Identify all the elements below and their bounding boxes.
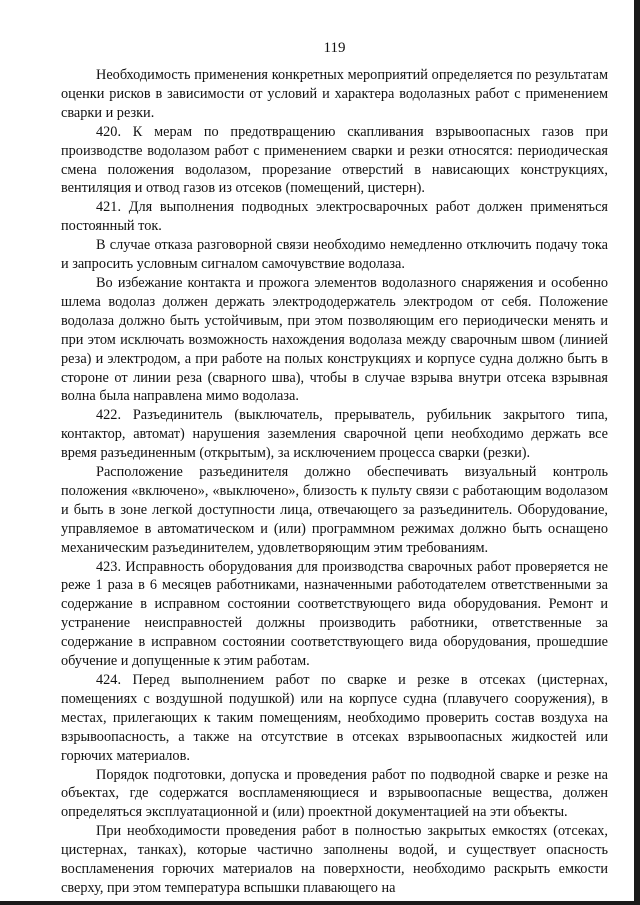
paragraph-procedure: Порядок подготовки, допуска и проведения работ по подводной сварке и резке на объектах, где содержатся воспламеняющиеся и взрывоопасные вещества, должен определяться эксплуатационной и (или) проектной документацией на эти объекты. bbox=[61, 766, 608, 821]
paragraph-423: 423. Исправность оборудования для производства сварочных работ проверяется не реже 1 раза в 6 месяцев работниками, назначенными работодателем ответственными за содержание в исправном состоянии соответствующего вида оборудования. Ремонт и устранение неисправностей должны производить работники, ответственные за содержание в исправном состоянии соответствующего вида оборудования, прошедшие обучение и допущенные к этим работам. bbox=[61, 558, 608, 670]
paragraph-disconnector-placement: Расположение разъединителя должно обеспечивать визуальный контроль положения «включено», «выключено», близость к пульту связи с работающим водолазом и быть в зоне легкой доступности лица, отвечающего за разъединитель. Оборудование, управляемое в автоматическом и (или) программном режимах должно быть оснащено механическим разъединителем, удовлетворяющим этим требованиям. bbox=[61, 464, 608, 556]
paragraph-risk-assessment: Необходимость применения конкретных мероприятий определяется по результатам оценки рисков в зависимости от условий и характера водолазных работ с применением сварки и резки. bbox=[61, 67, 608, 121]
paragraph-diver-position: Во избежание контакта и прожога элементов водолазного снаряжения и особенно шлема водолаз должен держать электрододержатель электродом от себя. Положение водолаза должно быть устойчивым, при этом позволяющим его периодически менять и при этом исключать возможность нахождения водолаза между сварочным швом (линией реза) и электродом, а при работе на полых конструкциях и корпусе судна должно быть в стороне от линии реза (сварного шва), чтобы в случае взрыва внутри отсека взрывная волна была направлена мимо водолаза. bbox=[61, 274, 608, 405]
paragraph-closed-tanks: При необходимости проведения работ в полностью закрытых емкостях (отсеках, цистернах, танках), которые частично заполнены водой, и существует опасность воспламенения горючих материалов на поверхности, необходимо раскрыть емкости сверху, при этом температура вспышки плавающего на bbox=[61, 823, 608, 896]
scan-edge-bottom bbox=[0, 901, 640, 905]
paragraph-421: 421. Для выполнения подводных электросварочных работ должен применяться постоянный ток. bbox=[61, 199, 608, 235]
paragraph-comm-failure: В случае отказа разговорной связи необходимо немедленно отключить подачу тока и запросить условным сигналом самочувствие водолаза. bbox=[61, 237, 608, 273]
page-number: 119 bbox=[323, 40, 346, 56]
paragraph-422: 422. Разъединитель (выключатель, прерыватель, рубильник закрытого типа, контактор, автомат) нарушения заземления сварочной цепи необходимо держать все время разъединенным (открытым), за исключением процесса сварки (резки). bbox=[61, 407, 608, 462]
paragraph-424: 424. Перед выполнением работ по сварке и резке в отсеках (цистернах, помещениях с воздушной подушкой) или на корпусе судна (плавучего сооружения), в местах, прилегающих к таким помещениям, необходимо проверить состав воздуха на взрывоопасность, а также на отсутствие в отсеках взрывоопасных жидкостей или горючих материалов. bbox=[61, 672, 608, 764]
document-page bbox=[61, 38, 608, 898]
paragraph-420: 420. К мерам по предотвращению скапливания взрывоопасных газов при производстве водолазом работ с применением сварки и резки относятся: периодическая смена положения водолазом, прорезание отверстий в нависающих конструкциях, вентиляция и отвод газов из отсеков (помещений, цистерн). bbox=[61, 123, 608, 197]
scan-edge-right bbox=[634, 0, 640, 905]
